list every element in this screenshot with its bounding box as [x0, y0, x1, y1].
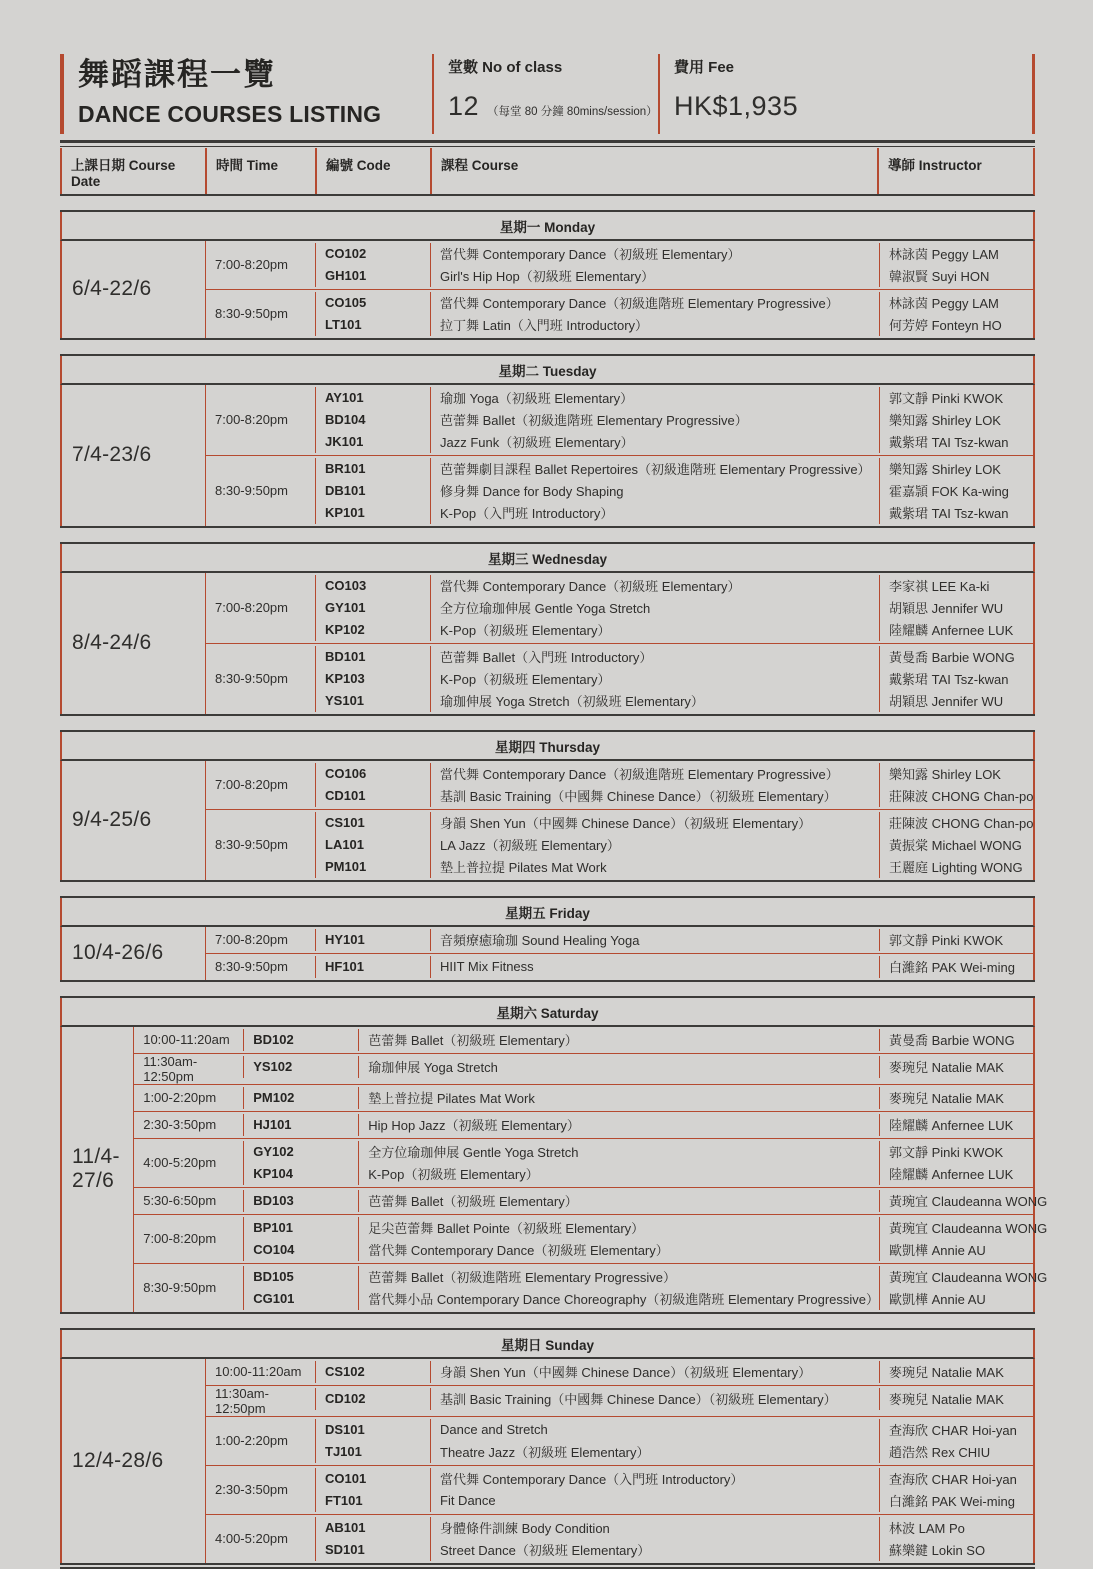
course-cell: 當代舞 Contemporary Dance（入門班 Introductory） — [430, 1468, 879, 1490]
time-cell: 7:00-8:20pm — [205, 385, 315, 455]
course-row — [315, 1441, 1033, 1463]
time-slot-list — [205, 573, 1033, 714]
day-section — [60, 730, 1035, 882]
code-cell: CO103 — [315, 575, 430, 597]
fee-value-row — [674, 91, 1032, 122]
day-section — [60, 210, 1035, 340]
time-slot — [133, 1027, 1033, 1053]
course-cell: 基訓 Basic Training（中國舞 Chinese Dance）（初級班 Elementary） — [430, 1388, 879, 1410]
course-row — [243, 1029, 1033, 1051]
code-cell: FT101 — [315, 1490, 430, 1512]
course-row-list — [243, 1215, 1048, 1263]
instructor-cell: 歐凱樺 Annie AU — [879, 1288, 1033, 1310]
course-cell: 芭蕾舞劇目課程 Ballet Repertoires（初級進階班 Elementary Progressive） — [430, 458, 879, 480]
course-cell: 身體條件訓練 Body Condition — [430, 1517, 879, 1539]
instructor-cell: 林詠茵 Peggy LAM — [879, 243, 1033, 265]
column-header-instructor: 導師 Instructor — [877, 148, 1033, 194]
code-cell: CO101 — [315, 1468, 430, 1490]
page-title-zh: 舞蹈課程一覽 — [78, 57, 276, 92]
course-cell: 芭蕾舞 Ballet（初級進階班 Elementary Progressive） — [358, 1266, 879, 1288]
code-cell: YS101 — [315, 690, 430, 712]
time-slot-list — [205, 241, 1033, 338]
time-cell: 7:00-8:20pm — [205, 927, 315, 953]
course-cell: 當代舞 Contemporary Dance（初級班 Elementary） — [430, 575, 879, 597]
course-row-list — [315, 1466, 1033, 1514]
time-cell: 10:00-11:20am — [133, 1027, 243, 1053]
time-slot — [133, 1187, 1048, 1214]
day-header-label: 星期六 Saturday — [60, 998, 1035, 1027]
course-date-cell: 9/4-25/6 — [72, 808, 152, 832]
course-row-list — [315, 810, 1033, 880]
course-row-list — [315, 1359, 1033, 1385]
course-cell: 墊上普拉提 Pilates Mat Work — [430, 856, 879, 878]
time-slot — [205, 761, 1033, 809]
code-cell: LA101 — [315, 834, 430, 856]
course-row — [315, 668, 1033, 690]
instructor-cell: 胡穎思 Jennifer WU — [879, 597, 1033, 619]
code-cell: KP103 — [315, 668, 430, 690]
course-row — [243, 1190, 1048, 1212]
instructor-cell: 霍嘉頴 FOK Ka-wing — [879, 480, 1033, 502]
code-cell: KP102 — [315, 619, 430, 641]
course-cell: 墊上普拉提 Pilates Mat Work — [358, 1087, 879, 1109]
time-slot — [205, 1465, 1033, 1514]
day-section — [60, 354, 1035, 528]
code-cell: KP104 — [243, 1163, 358, 1185]
course-row — [243, 1288, 1033, 1310]
code-cell: BD103 — [243, 1190, 358, 1212]
code-cell: KP101 — [315, 502, 430, 524]
code-cell: TJ101 — [315, 1441, 430, 1463]
course-cell: 拉丁舞 Latin（入門班 Introductory） — [430, 314, 879, 336]
code-cell: CG101 — [243, 1288, 358, 1310]
column-header-code: 編號 Code — [315, 148, 430, 194]
code-cell: CO106 — [315, 763, 430, 785]
time-slot — [205, 573, 1033, 643]
course-cell: Dance and Stretch — [430, 1419, 879, 1441]
course-row — [315, 1361, 1033, 1383]
instructor-cell: 趙浩然 Rex CHIU — [879, 1441, 1033, 1463]
instructor-cell: 林詠茵 Peggy LAM — [879, 292, 1033, 314]
code-cell: CD101 — [315, 785, 430, 807]
course-date-cell: 11/4-27/6 — [72, 1145, 120, 1193]
course-row — [315, 812, 1033, 834]
course-row-list — [315, 954, 1033, 980]
day-section-body — [60, 761, 1035, 880]
no-of-class-value-row — [448, 91, 658, 122]
instructor-cell: 莊陳波 CHONG Chan-po — [879, 785, 1033, 807]
code-cell: CO102 — [315, 243, 430, 265]
course-row-list — [315, 573, 1033, 643]
course-cell: 全方位瑜珈伸展 Gentle Yoga Stretch — [358, 1141, 879, 1163]
instructor-cell: 陸耀麟 Anfernee LUK — [879, 619, 1033, 641]
time-slot — [205, 1514, 1033, 1563]
instructor-cell: 黃曼喬 Barbie WONG — [879, 1029, 1033, 1051]
time-slot — [205, 1359, 1033, 1385]
course-row-list — [315, 927, 1033, 953]
course-row-list — [243, 1085, 1033, 1111]
time-cell: 1:00-2:20pm — [133, 1085, 243, 1111]
time-slot-list — [205, 1359, 1033, 1563]
day-section-body — [60, 1027, 1048, 1312]
course-date-cell: 8/4-24/6 — [72, 631, 152, 655]
course-cell: 當代舞 Contemporary Dance（初級進階班 Elementary Progressive） — [430, 292, 879, 314]
course-row — [315, 265, 1033, 287]
course-row — [315, 646, 1033, 668]
instructor-cell: 黃琬宜 Claudeanna WONG — [879, 1190, 1033, 1212]
course-cell: 芭蕾舞 Ballet（初級班 Elementary） — [358, 1190, 879, 1212]
code-cell: CD102 — [315, 1388, 430, 1410]
code-cell: SD101 — [315, 1539, 430, 1561]
course-row-list — [243, 1112, 1033, 1138]
course-cell: 音頻療癒瑜珈 Sound Healing Yoga — [430, 929, 879, 951]
course-row — [315, 409, 1033, 431]
code-cell: LT101 — [315, 314, 430, 336]
day-section-body — [60, 573, 1035, 714]
course-row — [315, 243, 1033, 265]
session-length-note: （每堂 80 分鐘 80mins/session） — [487, 106, 658, 118]
code-cell: CO104 — [243, 1239, 358, 1261]
course-row — [315, 431, 1033, 453]
instructor-cell: 郭文靜 Pinki KWOK — [879, 1141, 1033, 1163]
code-cell: HY101 — [315, 929, 430, 951]
course-row-list — [315, 241, 1033, 289]
time-cell: 8:30-9:50pm — [133, 1264, 243, 1312]
code-cell: GY102 — [243, 1141, 358, 1163]
instructor-cell: 蘇樂鍵 Lokin SO — [879, 1539, 1033, 1561]
time-cell: 7:00-8:20pm — [205, 573, 315, 643]
instructor-cell: 黃琬宜 Claudeanna WONG — [879, 1266, 1033, 1288]
course-cell: Girl's Hip Hop（初級班 Elementary） — [430, 265, 879, 287]
time-cell: 7:00-8:20pm — [205, 761, 315, 809]
course-cell: LA Jazz（初級班 Elementary） — [430, 834, 879, 856]
course-row — [243, 1266, 1048, 1288]
instructor-cell: 白濰銘 PAK Wei-ming — [879, 1490, 1033, 1512]
course-cell: Street Dance（初級班 Elementary） — [430, 1539, 879, 1561]
course-row — [315, 1419, 1033, 1441]
code-cell: BD101 — [315, 646, 430, 668]
code-cell: HJ101 — [243, 1114, 358, 1136]
code-cell: CS102 — [315, 1361, 430, 1383]
code-cell: AY101 — [315, 387, 430, 409]
day-section — [60, 1328, 1035, 1565]
time-slot — [205, 643, 1033, 714]
page-header — [60, 54, 1035, 134]
course-row — [315, 690, 1033, 712]
fee-label: 費用 Fee — [674, 59, 735, 76]
course-row-list — [315, 385, 1033, 455]
instructor-cell: 莊陳波 CHONG Chan-po — [879, 812, 1033, 834]
time-slot — [133, 1214, 1048, 1263]
course-row — [243, 1239, 1033, 1261]
instructor-cell: 麥琬兒 Natalie MAK — [879, 1056, 1033, 1078]
time-cell: 11:30am-12:50pm — [205, 1386, 315, 1416]
time-slot — [205, 455, 1033, 526]
code-cell: CO105 — [315, 292, 430, 314]
time-cell: 8:30-9:50pm — [205, 644, 315, 714]
time-cell: 4:00-5:20pm — [133, 1139, 243, 1187]
no-of-class-block — [432, 54, 658, 134]
code-cell: HF101 — [315, 956, 430, 978]
time-cell: 4:00-5:20pm — [205, 1515, 315, 1563]
time-cell: 5:30-6:50pm — [133, 1188, 243, 1214]
time-cell: 2:30-3:50pm — [133, 1112, 243, 1138]
course-row-list — [315, 290, 1033, 338]
time-slot — [205, 289, 1033, 338]
course-cell: 芭蕾舞 Ballet（初級班 Elementary） — [358, 1029, 879, 1051]
code-cell: CS101 — [315, 812, 430, 834]
time-slot — [205, 1385, 1033, 1416]
course-row-list — [315, 1417, 1033, 1465]
course-row — [315, 929, 1033, 951]
table-end-rule — [60, 1567, 1035, 1569]
time-slot — [205, 927, 1033, 953]
day-section — [60, 996, 1048, 1314]
day-section-body — [60, 927, 1035, 980]
course-row — [315, 387, 1033, 409]
instructor-cell: 李家祺 LEE Ka-ki — [879, 575, 1033, 597]
course-date-cell: 6/4-22/6 — [72, 277, 152, 301]
course-cell: HIIT Mix Fitness — [430, 956, 879, 978]
code-cell: DS101 — [315, 1419, 430, 1441]
time-slot — [205, 241, 1033, 289]
course-row-list — [315, 1386, 1033, 1416]
course-row — [315, 1517, 1033, 1539]
instructor-cell: 黃琬宜 Claudeanna WONG — [879, 1217, 1033, 1239]
time-slot-list — [205, 927, 1033, 980]
course-cell: 當代舞小品 Contemporary Dance Choreography（初級進階班 Elementary Progressive） — [358, 1288, 879, 1310]
time-slot — [133, 1111, 1033, 1138]
course-cell: 芭蕾舞 Ballet（初級進階班 Elementary Progressive） — [430, 409, 879, 431]
instructor-cell: 韓淑賢 Suyi HON — [879, 265, 1033, 287]
code-cell: BD105 — [243, 1266, 358, 1288]
no-of-class-value: 12 — [448, 91, 480, 121]
page-title-en: DANCE COURSES LISTING — [78, 100, 382, 127]
course-cell: Jazz Funk（初級班 Elementary） — [430, 431, 879, 453]
instructor-cell: 胡穎思 Jennifer WU — [879, 690, 1033, 712]
instructor-cell: 戴紫珺 TAI Tsz-kwan — [879, 668, 1033, 690]
course-row-list — [243, 1264, 1048, 1312]
time-cell: 8:30-9:50pm — [205, 810, 315, 880]
time-slot-list — [205, 761, 1033, 880]
instructor-cell: 陸耀麟 Anfernee LUK — [879, 1163, 1033, 1185]
course-row-list — [315, 761, 1033, 809]
course-date-cell: 7/4-23/6 — [72, 443, 152, 467]
instructor-cell: 黃曼喬 Barbie WONG — [879, 646, 1033, 668]
day-header-label: 星期日 Sunday — [60, 1330, 1035, 1359]
column-header-row — [60, 148, 1035, 196]
course-row — [315, 619, 1033, 641]
time-cell: 8:30-9:50pm — [205, 456, 315, 526]
course-row — [243, 1163, 1033, 1185]
course-date-cell: 12/4-28/6 — [72, 1448, 164, 1472]
instructor-cell: 麥琬兒 Natalie MAK — [879, 1087, 1033, 1109]
code-cell: BD102 — [243, 1029, 358, 1051]
course-row — [315, 314, 1033, 336]
time-slot-list — [205, 385, 1033, 526]
course-row — [243, 1114, 1033, 1136]
time-slot — [133, 1084, 1033, 1111]
title-block — [60, 54, 432, 134]
course-row-list — [243, 1139, 1033, 1187]
course-row — [315, 502, 1033, 524]
course-cell: 當代舞 Contemporary Dance（初級班 Elementary） — [430, 243, 879, 265]
instructor-cell: 戴紫珺 TAI Tsz-kwan — [879, 431, 1033, 453]
instructor-cell: 何芳婷 Fonteyn HO — [879, 314, 1033, 336]
time-cell: 8:30-9:50pm — [205, 290, 315, 338]
day-section-body — [60, 1359, 1035, 1563]
course-cell: 瑜珈伸展 Yoga Stretch（初級班 Elementary） — [430, 690, 879, 712]
instructor-cell: 黃振棠 Michael WONG — [879, 834, 1033, 856]
instructor-cell: 查海欣 CHAR Hoi-yan — [879, 1468, 1033, 1490]
course-cell: Fit Dance — [430, 1490, 879, 1512]
course-row-list — [243, 1188, 1048, 1214]
course-cell: 修身舞 Dance for Body Shaping — [430, 480, 879, 502]
course-row — [243, 1056, 1033, 1078]
instructor-cell: 麥琬兒 Natalie MAK — [879, 1361, 1033, 1383]
course-row — [243, 1087, 1033, 1109]
course-row — [243, 1217, 1048, 1239]
course-cell: Theatre Jazz（初級班 Elementary） — [430, 1441, 879, 1463]
instructor-cell: 查海欣 CHAR Hoi-yan — [879, 1419, 1033, 1441]
course-cell: K-Pop（初級班 Elementary） — [430, 668, 879, 690]
course-row — [315, 1468, 1033, 1490]
code-cell: BR101 — [315, 458, 430, 480]
course-row — [315, 1490, 1033, 1512]
instructor-cell: 戴紫珺 TAI Tsz-kwan — [879, 502, 1033, 524]
course-row — [315, 575, 1033, 597]
course-row — [315, 480, 1033, 502]
time-slot — [205, 385, 1033, 455]
code-cell: BD104 — [315, 409, 430, 431]
code-cell: BP101 — [243, 1217, 358, 1239]
course-row — [315, 856, 1033, 878]
instructor-cell: 樂知露 Shirley LOK — [879, 409, 1033, 431]
course-row — [315, 834, 1033, 856]
course-cell: 瑜珈伸展 Yoga Stretch — [358, 1056, 879, 1078]
course-row-list — [243, 1054, 1033, 1084]
day-header-label: 星期五 Friday — [60, 898, 1035, 927]
time-slot — [133, 1053, 1033, 1084]
fee-block — [658, 54, 1035, 134]
course-row — [315, 1388, 1033, 1410]
course-cell: 身韻 Shen Yun（中國舞 Chinese Dance）（初級班 Elementary） — [430, 1361, 879, 1383]
day-sections — [60, 210, 1048, 1565]
day-section — [60, 542, 1035, 716]
time-slot — [205, 809, 1033, 880]
course-cell: 足尖芭蕾舞 Ballet Pointe（初級班 Elementary） — [358, 1217, 879, 1239]
time-cell: 7:00-8:20pm — [205, 241, 315, 289]
time-slot — [205, 953, 1033, 980]
course-cell: K-Pop（初級班 Elementary） — [430, 619, 879, 641]
code-cell: GH101 — [315, 265, 430, 287]
course-row-list — [315, 1515, 1033, 1563]
course-cell: K-Pop（初級班 Elementary） — [358, 1163, 879, 1185]
course-row — [315, 763, 1033, 785]
course-row — [315, 292, 1033, 314]
code-cell: JK101 — [315, 431, 430, 453]
time-slot-list — [133, 1027, 1048, 1312]
course-row — [315, 597, 1033, 619]
day-header-label: 星期四 Thursday — [60, 732, 1035, 761]
code-cell: DB101 — [315, 480, 430, 502]
instructor-cell: 郭文靜 Pinki KWOK — [879, 387, 1033, 409]
instructor-cell: 麥琬兒 Natalie MAK — [879, 1388, 1033, 1410]
day-header-label: 星期一 Monday — [60, 212, 1035, 241]
code-cell: YS102 — [243, 1056, 358, 1078]
course-cell: 全方位瑜珈伸展 Gentle Yoga Stretch — [430, 597, 879, 619]
time-cell: 1:00-2:20pm — [205, 1417, 315, 1465]
course-row-list — [315, 456, 1033, 526]
time-slot — [205, 1416, 1033, 1465]
column-header-course: 課程 Course — [430, 148, 877, 194]
code-cell: AB101 — [315, 1517, 430, 1539]
course-row — [315, 458, 1033, 480]
course-cell: K-Pop（入門班 Introductory） — [430, 502, 879, 524]
course-cell: 基訓 Basic Training（中國舞 Chinese Dance）（初級班 Elementary） — [430, 785, 879, 807]
time-slot — [133, 1263, 1048, 1312]
day-section — [60, 896, 1035, 982]
code-cell: PM102 — [243, 1087, 358, 1109]
time-cell: 10:00-11:20am — [205, 1359, 315, 1385]
instructor-cell: 樂知露 Shirley LOK — [879, 763, 1033, 785]
instructor-cell: 林波 LAM Po — [879, 1517, 1033, 1539]
course-row-list — [315, 644, 1033, 714]
course-cell: Hip Hop Jazz（初級班 Elementary） — [358, 1114, 879, 1136]
fee-value: HK$1,935 — [674, 91, 799, 121]
instructor-cell: 王麗庭 Lighting WONG — [879, 856, 1033, 878]
instructor-cell: 樂知露 Shirley LOK — [879, 458, 1033, 480]
column-header-time: 時間 Time — [205, 148, 315, 194]
day-header-label: 星期二 Tuesday — [60, 356, 1035, 385]
course-cell: 身韻 Shen Yun（中國舞 Chinese Dance）（初級班 Elementary） — [430, 812, 879, 834]
time-cell: 2:30-3:50pm — [205, 1466, 315, 1514]
course-cell: 當代舞 Contemporary Dance（初級進階班 Elementary Progressive） — [430, 763, 879, 785]
course-cell: 當代舞 Contemporary Dance（初級班 Elementary） — [358, 1239, 879, 1261]
instructor-cell: 郭文靜 Pinki KWOK — [879, 929, 1033, 951]
course-row — [315, 1539, 1033, 1561]
course-date-cell: 10/4-26/6 — [72, 941, 164, 965]
code-cell: GY101 — [315, 597, 430, 619]
time-slot — [133, 1138, 1033, 1187]
course-cell: 芭蕾舞 Ballet（入門班 Introductory） — [430, 646, 879, 668]
course-row — [315, 785, 1033, 807]
course-row-list — [243, 1027, 1033, 1053]
day-section-body — [60, 241, 1035, 338]
course-row — [243, 1141, 1033, 1163]
time-cell: 7:00-8:20pm — [133, 1215, 243, 1263]
column-header-date: 上課日期 Course Date — [60, 148, 205, 194]
course-row — [315, 956, 1033, 978]
no-of-class-label: 堂數 No of class — [448, 59, 563, 76]
code-cell: PM101 — [315, 856, 430, 878]
day-section-body — [60, 385, 1035, 526]
instructor-cell: 歐凱樺 Annie AU — [879, 1239, 1033, 1261]
instructor-cell: 陸耀麟 Anfernee LUK — [879, 1114, 1033, 1136]
instructor-cell: 白濰銘 PAK Wei-ming — [879, 956, 1033, 978]
time-cell: 8:30-9:50pm — [205, 954, 315, 980]
time-cell: 11:30am-12:50pm — [133, 1054, 243, 1084]
day-header-label: 星期三 Wednesday — [60, 544, 1035, 573]
course-cell: 瑜珈 Yoga（初級班 Elementary） — [430, 387, 879, 409]
header-divider — [60, 140, 1035, 147]
